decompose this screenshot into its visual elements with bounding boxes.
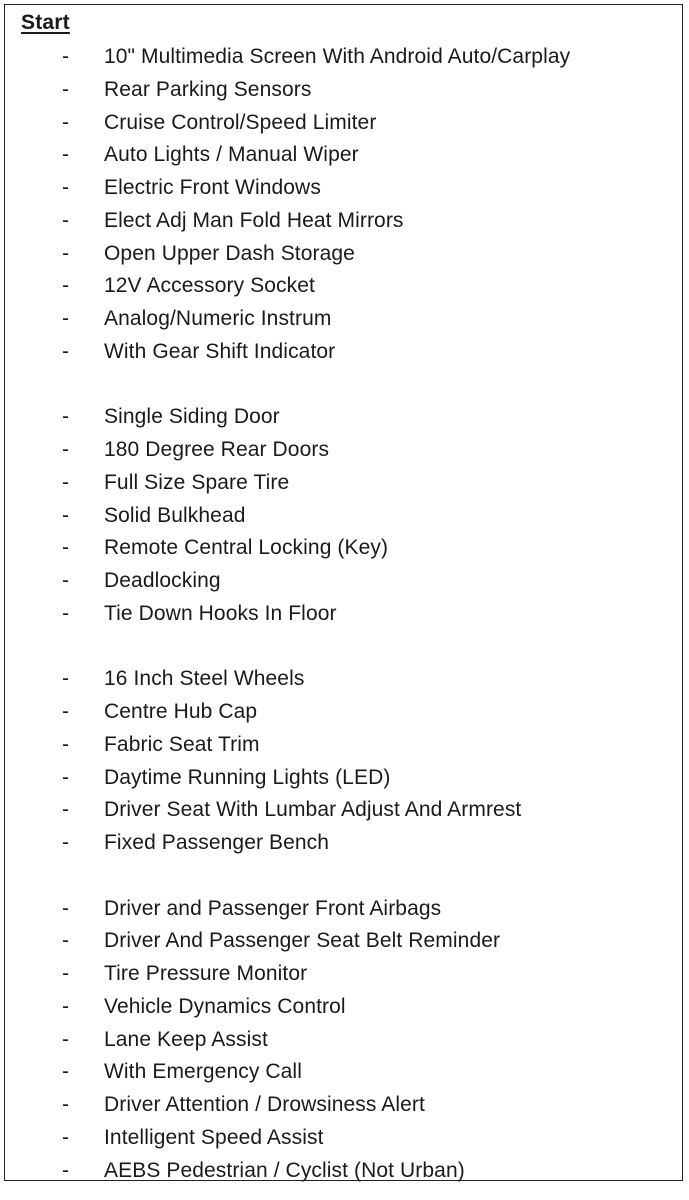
list-item [5, 729, 682, 762]
list-bullet-dash: - [62, 536, 69, 560]
list-bullet-dash: - [62, 732, 69, 756]
list-item [5, 172, 682, 205]
list-item-text: Driver and Passenger Front Airbags [104, 896, 442, 920]
list-item-text: Electric Front Windows [104, 176, 321, 199]
list-bullet-dash: - [62, 274, 69, 298]
list-item-text: Analog/Numeric Instrum [104, 307, 332, 330]
list-bullet-dash: - [62, 700, 69, 723]
list-bullet-dash: - [62, 1093, 69, 1116]
list-bullet-dash: - [62, 143, 69, 167]
list-item-text: 10" Multimedia Screen With Android Auto/Carplay [104, 45, 571, 68]
list-item-text: Vehicle Dynamics Control [104, 994, 346, 1018]
list-item-text: Solid Bulkhead [104, 503, 246, 527]
list-item [5, 41, 682, 74]
list-bullet-dash: - [62, 241, 69, 265]
list-item-text: Elect Adj Man Fold Heat Mirrors [104, 208, 404, 232]
list-item-text: Daytime Running Lights (LED) [104, 765, 391, 789]
list-item [5, 238, 682, 271]
list-item-text: Rear Parking Sensors [104, 77, 312, 101]
list-item [5, 107, 682, 140]
list-item-text: Full Size Spare Tire [104, 470, 290, 494]
list-item [5, 1089, 682, 1122]
list-item-text: Lane Keep Assist [104, 1027, 268, 1051]
list-bullet-dash: - [62, 831, 69, 854]
list-bullet-dash: - [62, 667, 69, 691]
list-item [5, 991, 682, 1024]
list-item [5, 696, 682, 729]
list-item-text: Tire Pressure Monitor [104, 962, 308, 985]
list-item-text: Centre Hub Cap [104, 700, 258, 723]
list-bullet-dash: - [62, 438, 69, 461]
list-bullet-dash: - [62, 994, 69, 1018]
feature-list [5, 41, 682, 1187]
list-bullet-dash: - [62, 208, 69, 232]
list-item [5, 1155, 682, 1188]
list-item [5, 762, 682, 795]
list-bullet-dash: - [62, 110, 69, 134]
list-item [5, 532, 682, 565]
list-item-text: 180 Degree Rear Doors [104, 438, 330, 461]
list-item [5, 401, 682, 434]
list-item [5, 467, 682, 500]
list-item-text: Cruise Control/Speed Limiter [104, 110, 377, 134]
list-item-text: Single Siding Door [104, 405, 280, 429]
list-item [5, 434, 682, 467]
list-item-text: With Emergency Call [104, 1060, 302, 1084]
section-heading: Start [21, 11, 70, 34]
list-bullet-dash: - [62, 601, 69, 625]
list-item [5, 1122, 682, 1155]
list-item-text: AEBS Pedestrian / Cyclist (Not Urban) [104, 1158, 465, 1182]
list-item-text: Fixed Passenger Bench [104, 831, 330, 854]
list-item [5, 565, 682, 598]
list-item [5, 958, 682, 991]
list-item [5, 598, 682, 631]
list-item [5, 1056, 682, 1089]
list-item [5, 336, 682, 369]
list-item [5, 74, 682, 107]
list-bullet-dash: - [62, 176, 69, 199]
list-bullet-dash: - [62, 307, 69, 330]
list-item [5, 205, 682, 238]
list-item-text: Auto Lights / Manual Wiper [104, 143, 359, 167]
list-bullet-dash: - [62, 962, 69, 985]
list-bullet-dash: - [62, 798, 69, 822]
list-item [5, 794, 682, 827]
list-item [5, 270, 682, 303]
list-item-text: Fabric Seat Trim [104, 732, 260, 756]
list-item-text: 12V Accessory Socket [104, 274, 315, 298]
list-bullet-dash: - [62, 1125, 69, 1149]
list-item [5, 1024, 682, 1057]
list-item-text: Deadlocking [104, 569, 221, 592]
list-bullet-dash: - [62, 765, 69, 789]
list-item [5, 663, 682, 696]
document-frame [4, 4, 683, 1181]
list-bullet-dash: - [62, 929, 69, 953]
list-bullet-dash: - [62, 45, 69, 68]
list-item-text: Driver Attention / Drowsiness Alert [104, 1093, 425, 1116]
list-item-text: Remote Central Locking (Key) [104, 536, 389, 560]
list-item [5, 303, 682, 336]
list-bullet-dash: - [62, 503, 69, 527]
list-item [5, 827, 682, 860]
list-bullet-dash: - [62, 1060, 69, 1084]
list-bullet-dash: - [62, 339, 69, 363]
list-item-text: Open Upper Dash Storage [104, 241, 355, 265]
list-bullet-dash: - [62, 77, 69, 101]
list-bullet-dash: - [62, 405, 69, 429]
list-item-text: 16 Inch Steel Wheels [104, 667, 305, 691]
list-item [5, 893, 682, 926]
list-item-text: Intelligent Speed Assist [104, 1125, 324, 1149]
list-item-text: With Gear Shift Indicator [104, 339, 336, 363]
list-bullet-dash: - [62, 1158, 69, 1182]
list-bullet-dash: - [62, 470, 69, 494]
list-bullet-dash: - [62, 896, 69, 920]
list-bullet-dash: - [62, 1027, 69, 1051]
list-item-text: Driver And Passenger Seat Belt Reminder [104, 929, 501, 953]
list-item-text: Tie Down Hooks In Floor [104, 601, 337, 625]
list-item [5, 500, 682, 533]
list-item [5, 139, 682, 172]
list-bullet-dash: - [62, 569, 69, 592]
list-item-text: Driver Seat With Lumbar Adjust And Armrest [104, 798, 522, 822]
list-item [5, 925, 682, 958]
